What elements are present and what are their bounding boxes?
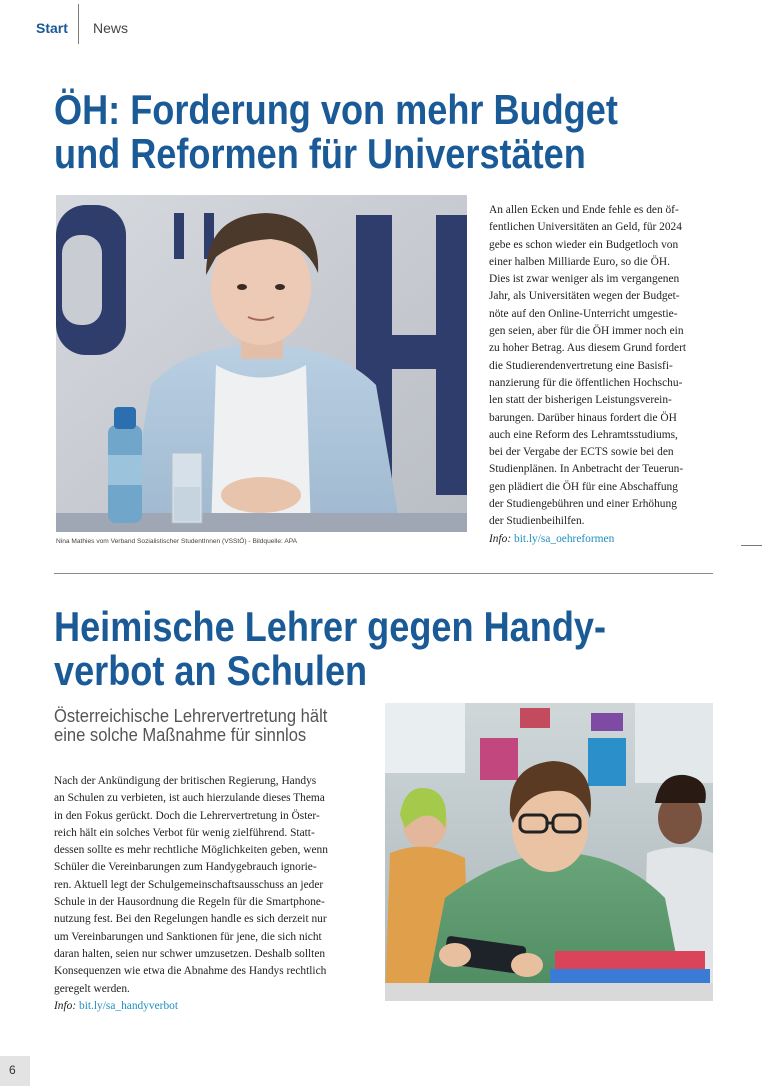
body-line: reich hält ein solches Verbot für wenig zielführend. Statt- — [54, 826, 315, 839]
info-label: Info: — [54, 999, 77, 1012]
body-line: Jahr, als Universitäten wegen der Budget- — [489, 290, 680, 303]
article1-photo — [56, 195, 467, 532]
body-line: an Schulen zu verbieten, ist auch hierzulande dieses Thema — [54, 792, 325, 805]
body-line: An allen Ecken und Ende fehle es den öf- — [489, 204, 679, 216]
body-line: bei der Vergabe der ECTS sowie bei den — [489, 446, 674, 459]
body-line: daran halten, seien nur schwer umzusetzen. Deshalb sollten — [54, 947, 326, 960]
article2-headline-line: Heimische Lehrer gegen Handy- — [54, 603, 606, 650]
nav-start-link[interactable]: Start — [36, 20, 68, 36]
body-line: Schule in der Hausordnung die Regeln für die Smartphone- — [54, 896, 325, 909]
body-line: len statt der bisherigen Leistungsverein- — [489, 394, 672, 407]
page-number: 6 — [9, 1063, 16, 1077]
body-line: der Studiengebühren und einer Erhöhung — [489, 498, 677, 511]
article1-info — [489, 531, 719, 548]
article1-headline-line: und Reformen für Universtäten — [54, 130, 586, 177]
article1-body — [489, 202, 719, 548]
body-line: barungen. Darüber hinaus fordert die ÖH — [489, 411, 677, 424]
article2-headline — [54, 605, 606, 693]
section-divider — [54, 573, 713, 574]
article1-info-link[interactable]: bit.ly/sa_oehreformen — [514, 532, 615, 545]
body-line: gen plädiert die ÖH für eine Abschaffung — [489, 480, 678, 493]
body-line: nutzung fest. Bei den Regelungen handle es sich derzeit nur — [54, 913, 327, 926]
article1-headline — [54, 88, 618, 176]
subheading-line: Österreichische Lehrervertretung hält — [54, 706, 328, 726]
article2-photo — [385, 703, 713, 1001]
article1-photo-illustration — [56, 195, 467, 532]
body-line: die Studierendenvertretung eine Basisfi- — [489, 359, 673, 372]
body-line: Schüler die Vereinbarungen zum Handygebrauch ignorie- — [54, 861, 317, 874]
body-line: dessen sollte es mehr rechtliche Möglichkeiten geben, wenn — [54, 844, 328, 857]
body-line: auch eine Reform des Lehramtsstudiums, — [489, 428, 678, 441]
body-line: nöte auf den Online-Unterricht umgestie- — [489, 307, 678, 320]
body-line: geregelt werden. — [54, 982, 130, 995]
body-line: in den Fokus gerückt. Doch die Lehrervertretung in Öster- — [54, 809, 320, 822]
subheading-line: eine solche Maßnahme für sinnlos — [54, 725, 307, 745]
body-line: zu hoher Betrag. Aus diesem Grund fordert — [489, 342, 687, 355]
body-line: nanzierung für die öffentlichen Hochschu- — [489, 376, 683, 389]
article2-subheading — [54, 707, 327, 745]
margin-mark — [741, 545, 762, 546]
article2-photo-illustration — [385, 703, 713, 1001]
info-label: Info: — [489, 532, 512, 545]
article2-info — [54, 998, 374, 1015]
body-line: einer halben Milliarde Euro, so die ÖH. — [489, 255, 670, 268]
body-line: ren. Aktuell legt der Schulgemeinschaftsausschuss an jeder — [54, 878, 324, 891]
article2-info-link[interactable]: bit.ly/sa_handyverbot — [79, 999, 179, 1012]
nav-news-link[interactable]: News — [93, 20, 129, 36]
body-line: gen seien, aber für die ÖH immer noch ein — [489, 325, 684, 338]
body-line: Dies ist zwar weniger als im vergangenen — [489, 273, 680, 286]
nav-divider — [78, 4, 79, 44]
article2-headline-line: verbot an Schulen — [54, 647, 368, 694]
body-line: der Studienbeihilfen. — [489, 515, 585, 528]
body-line: fentlichen Universitäten an Geld, für 2024 — [489, 221, 682, 234]
body-line: um Vereinbarungen und Sanktionen für jene, die sich nicht — [54, 930, 322, 943]
article1-headline-line: ÖH: Forderung von mehr Budget — [54, 86, 618, 133]
body-line: Nach der Ankündigung der britischen Regierung, Handys — [54, 775, 317, 787]
body-line: Konsequenzen wie etwa die Abnahme des Handys rechtlich — [54, 965, 327, 978]
body-line: Studienplänen. In Anbetracht der Teuerun- — [489, 463, 684, 476]
article1-photo-caption: Nina Mathies vom Verband Sozialistischer StudentInnen (VSStÖ) - Bildquelle: APA — [56, 538, 298, 545]
article2-body — [54, 773, 374, 1015]
body-line: gebe es schon wieder ein Budgetloch von — [489, 238, 679, 251]
